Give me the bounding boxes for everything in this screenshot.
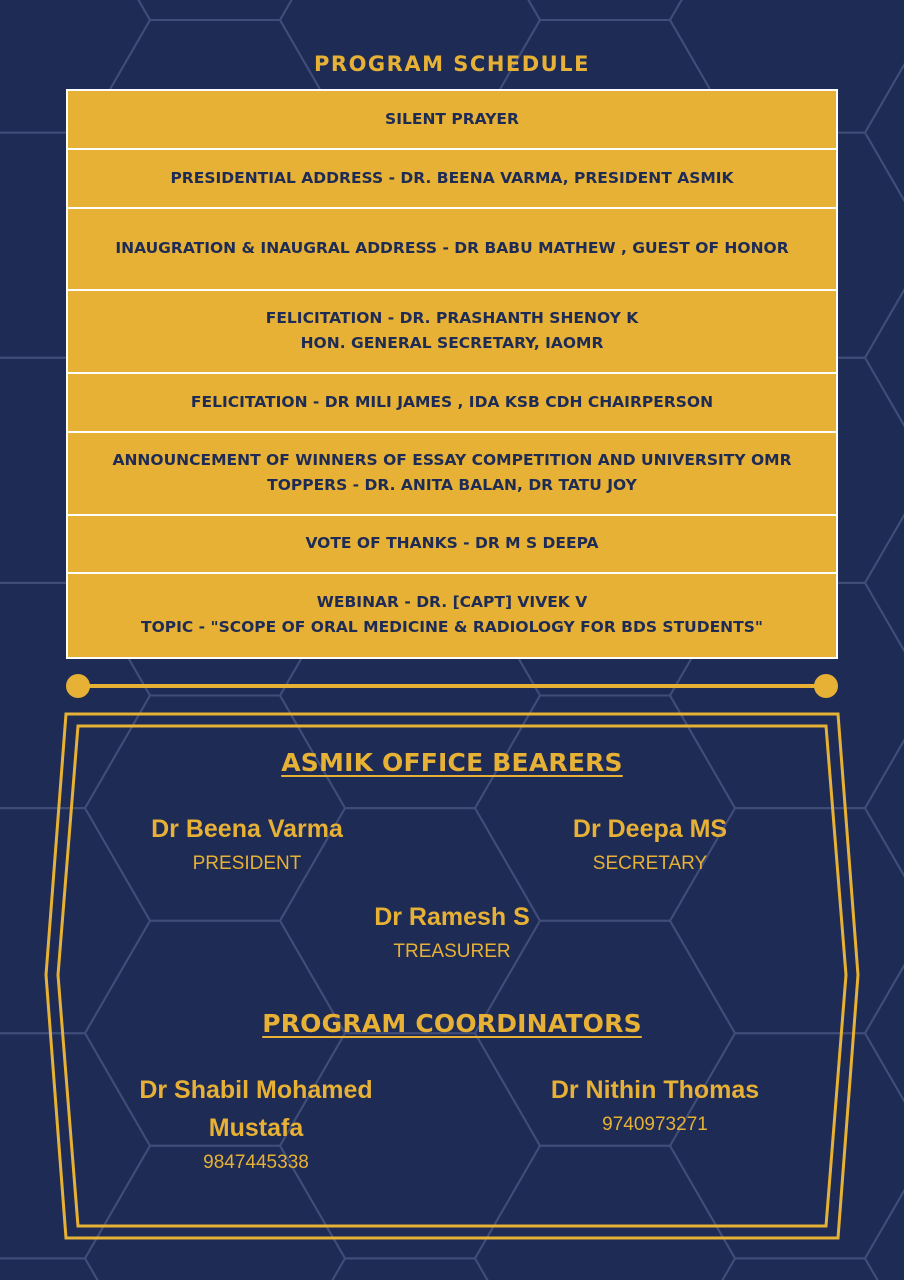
hexagon-shape [865, 0, 904, 20]
hexagon-shape [475, 696, 735, 921]
divider-dot-right [814, 674, 838, 698]
coordinator-first-name-line1: Dr Shabil Mohamed [139, 1076, 373, 1104]
hexagon-shape [865, 696, 904, 921]
coordinator-second-name: Dr Nithin Thomas [550, 1076, 760, 1104]
coordinators-heading [0, 1009, 904, 1038]
schedule-row [68, 374, 836, 433]
hexagon-shape [85, 696, 345, 921]
coordinator-first-block [96, 1071, 416, 1177]
schedule-row-text: HON. GENERAL SECRETARY, IAOMR [300, 334, 604, 353]
president-role: PRESIDENT [192, 853, 302, 874]
schedule-row [68, 291, 836, 374]
treasurer-role: TREASURER [393, 941, 511, 962]
hexagon-shape [475, 1146, 735, 1280]
schedule-row [68, 209, 836, 290]
schedule-row-text: FELICITATION - DR MILI JAMES , IDA KSB CDH CHAIRPERSON [190, 392, 714, 411]
schedule-row-text: PRESIDENTIAL ADDRESS - DR. BEENA VARMA, PRESIDENT ASMIK [170, 168, 734, 187]
schedule-row-text: TOPIC - "SCOPE OF ORAL MEDICINE & RADIOLOGY FOR BDS STUDENTS" [141, 618, 763, 637]
coordinator-second-block [495, 1071, 815, 1139]
schedule-row-text: WEBINAR - DR. [CAPT] VIVEK V [316, 593, 588, 612]
section-divider [66, 674, 838, 698]
divider-dot-left [66, 674, 90, 698]
hexagon-shape [85, 0, 345, 20]
schedule-row-text: VOTE OF THANKS - DR M S DEEPA [305, 534, 599, 553]
schedule-row [68, 574, 836, 657]
divider-line [76, 684, 828, 688]
schedule-row [68, 150, 836, 210]
schedule-table [66, 89, 838, 659]
hexagon-shape [280, 1258, 540, 1280]
hexagon-shape [475, 0, 735, 20]
schedule-row-text: INAUGRATION & INAUGRAL ADDRESS - DR BABU MATHEW , GUEST OF HONOR [115, 239, 789, 258]
hexagon-shape [865, 470, 904, 695]
schedule-row [68, 433, 836, 516]
coordinator-first-phone: 9847445338 [203, 1152, 309, 1173]
secretary-role: SECRETARY [592, 853, 708, 874]
secretary-block [490, 810, 810, 878]
schedule-row-text: TOPPERS - DR. ANITA BALAN, DR TATU JOY [267, 476, 637, 495]
hexagon-shape [865, 245, 904, 470]
schedule-row-text: ANNOUNCEMENT OF WINNERS OF ESSAY COMPETITION AND UNIVERSITY OMR [112, 451, 792, 470]
schedule-row [68, 91, 836, 150]
office-bearers-title: ASMIK OFFICE BEARERS [281, 748, 623, 777]
schedule-row-text: SILENT PRAYER [385, 109, 519, 128]
hexagon-shape [670, 1033, 904, 1258]
coordinators-title: PROGRAM COORDINATORS [262, 1009, 642, 1038]
treasurer-name: Dr Ramesh S [374, 903, 530, 931]
president-block [87, 810, 407, 878]
coordinator-second-phone: 9740973271 [602, 1114, 708, 1135]
president-name: Dr Beena Varma [151, 815, 343, 843]
schedule-row [68, 516, 836, 574]
schedule-row-text: FELICITATION - DR. PRASHANTH SHENOY K [265, 309, 639, 328]
schedule-title: PROGRAM SCHEDULE [314, 52, 590, 76]
coordinator-first-name-line2: Mustafa [208, 1114, 304, 1142]
hexagon-shape [0, 1258, 150, 1280]
treasurer-block [292, 898, 612, 966]
hexagon-shape [670, 1258, 904, 1280]
hexagon-shape [865, 1146, 904, 1280]
office-bearers-heading [0, 748, 904, 777]
secretary-name: Dr Deepa MS [572, 815, 728, 843]
